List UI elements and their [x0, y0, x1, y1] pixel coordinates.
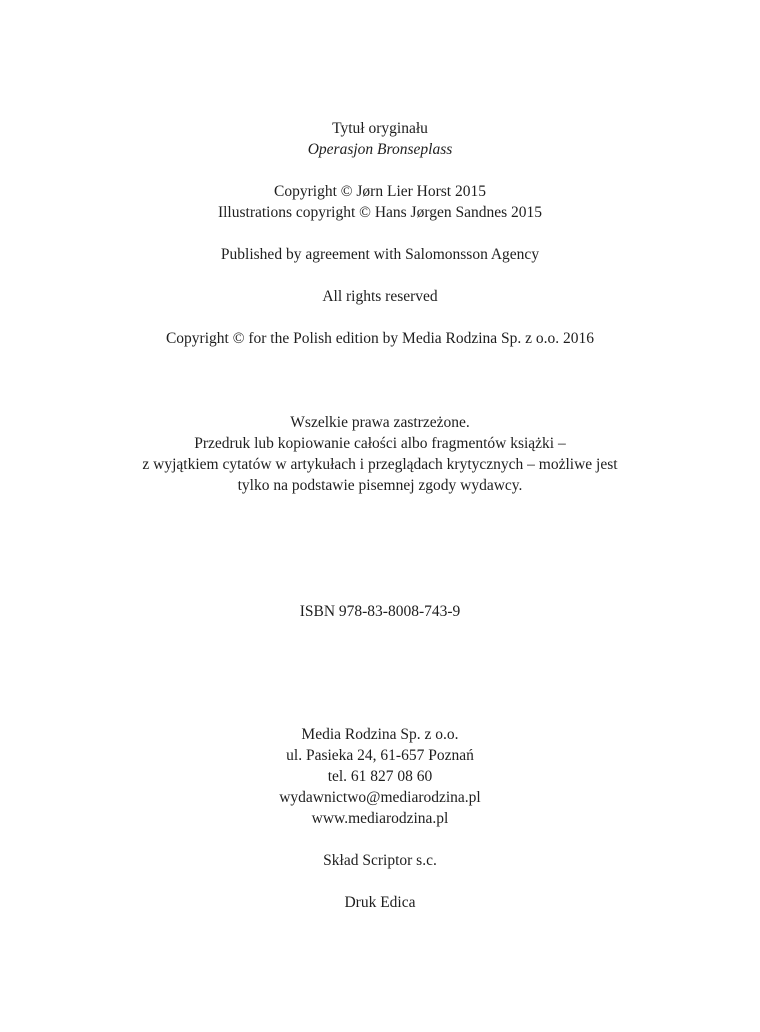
rights-reserved-text: All rights reserved [322, 288, 438, 305]
notice-line: Wszelkie prawa zastrzeżone. [290, 414, 470, 431]
original-title: Operasjon Bronseplass [307, 141, 453, 158]
illustrations-copyright: Illustrations copyright © Hans Jørgen Sandnes 2015 [217, 204, 543, 221]
isbn-block [0, 601, 760, 622]
isbn-text: ISBN 978-83-8008-743-9 [299, 603, 461, 620]
typesetting-text: Skład Scriptor s.c. [323, 852, 437, 869]
copyright-block [0, 181, 760, 223]
publisher-address: ul. Pasieka 24, 61-657 Poznań [286, 747, 474, 764]
author-copyright: Copyright © Jørn Lier Horst 2015 [274, 183, 486, 200]
typesetting-block [0, 850, 760, 871]
original-title-block [0, 118, 760, 160]
agreement-block [0, 244, 760, 265]
publisher-name: Media Rodzina Sp. z o.o. [301, 726, 459, 743]
polish-edition-block [0, 328, 760, 349]
publisher-website: www.mediarodzina.pl [311, 810, 449, 827]
notice-line: Przedruk lub kopiowanie całości albo fragmentów książki – [194, 435, 566, 452]
polish-edition-copyright: Copyright © for the Polish edition by Media Rodzina Sp. z o.o. 2016 [165, 330, 595, 347]
original-title-label: Tytuł oryginału [332, 120, 428, 137]
publisher-email: wydawnictwo@mediarodzina.pl [279, 789, 481, 806]
printing-block [0, 892, 760, 913]
printing-text: Druk Edica [344, 894, 416, 911]
publisher-block [0, 724, 760, 829]
agreement-text: Published by agreement with Salomonsson Agency [220, 246, 540, 263]
notice-line: z wyjątkiem cytatów w artykułach i przeglądach krytycznych – możliwe jest [142, 456, 618, 473]
notice-line: tylko na podstawie pisemnej zgody wydawcy. [237, 477, 523, 494]
rights-block [0, 286, 760, 307]
rights-notice-block [0, 412, 760, 496]
publisher-phone: tel. 61 827 08 60 [327, 768, 433, 785]
